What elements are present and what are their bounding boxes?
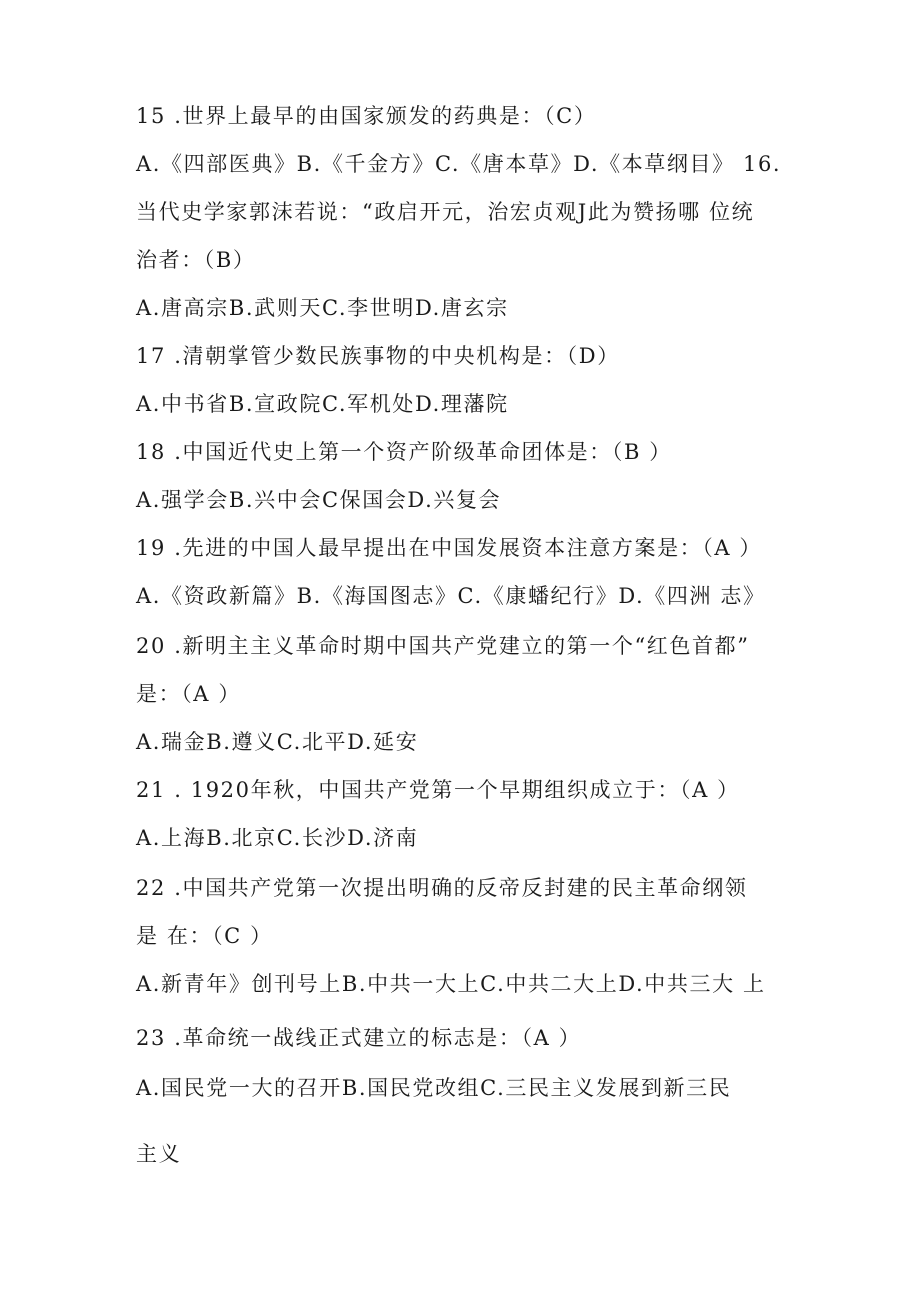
question-15: 15 .世界上最早的由国家颁发的药典是：（C） <box>136 104 597 128</box>
question-21: 21 . 1920年秋，中国共产党第一个早期组织成立于：（A ） <box>136 778 740 802</box>
question-17-options: A.中书省B.宣政院C.军机处D.理藩院 <box>136 392 509 416</box>
question-17: 17 .清朝掌管少数民族事物的中央机构是：（D） <box>136 344 620 368</box>
question-23-options: A.国民党一大的召开B.国民党改组C.三民主义发展到新三民 <box>136 1076 732 1100</box>
question-22: 22 .中国共产党第一次提出明确的反帝反封建的民主革命纲领 <box>136 876 748 900</box>
question-23: 23 .革命统一战线正式建立的标志是：（A ） <box>136 1026 582 1050</box>
question-21-options: A.上海B.北京C.长沙D.济南 <box>136 826 419 850</box>
question-20-continued: 是：（A ） <box>136 682 241 706</box>
question-23-options-continued: 主义 <box>136 1142 182 1166</box>
question-16: 当代史学家郭沫若说：“政启开元，治宏贞观J此为赞扬哪 位统 <box>136 200 755 224</box>
question-19: 19 .先进的中国人最早提出在中国发展资本注意方案是：（A ） <box>136 536 763 560</box>
question-16-continued: 治者：（B） <box>136 248 256 272</box>
question-22-options: A.新青年》创刊号上B.中共一大上C.中共二大上D.中共三大 上 <box>136 972 766 996</box>
question-18: 18 .中国近代史上第一个资产阶级革命团体是：（B ） <box>136 440 672 464</box>
question-22-continued: 是 在：（C ） <box>136 924 273 948</box>
question-20-options: A.瑞金B.遵义C.北平D.延安 <box>136 730 419 754</box>
question-15-options: A.《四部医典》B.《千金方》C.《唐本草》D.《本草纲目》 16. <box>136 152 782 176</box>
question-18-options: A.强学会B.兴中会C保国会D.兴复会 <box>136 488 502 512</box>
question-19-options: A.《资政新篇》B.《海国图志》C.《康蟠纪行》D.《四洲 志》 <box>136 584 766 608</box>
question-16-options: A.唐高宗B.武则天C.李世明D.唐玄宗 <box>136 296 509 320</box>
question-20: 20 .新明主主义革命时期中国共产党建立的第一个“红色首都” <box>136 634 750 658</box>
